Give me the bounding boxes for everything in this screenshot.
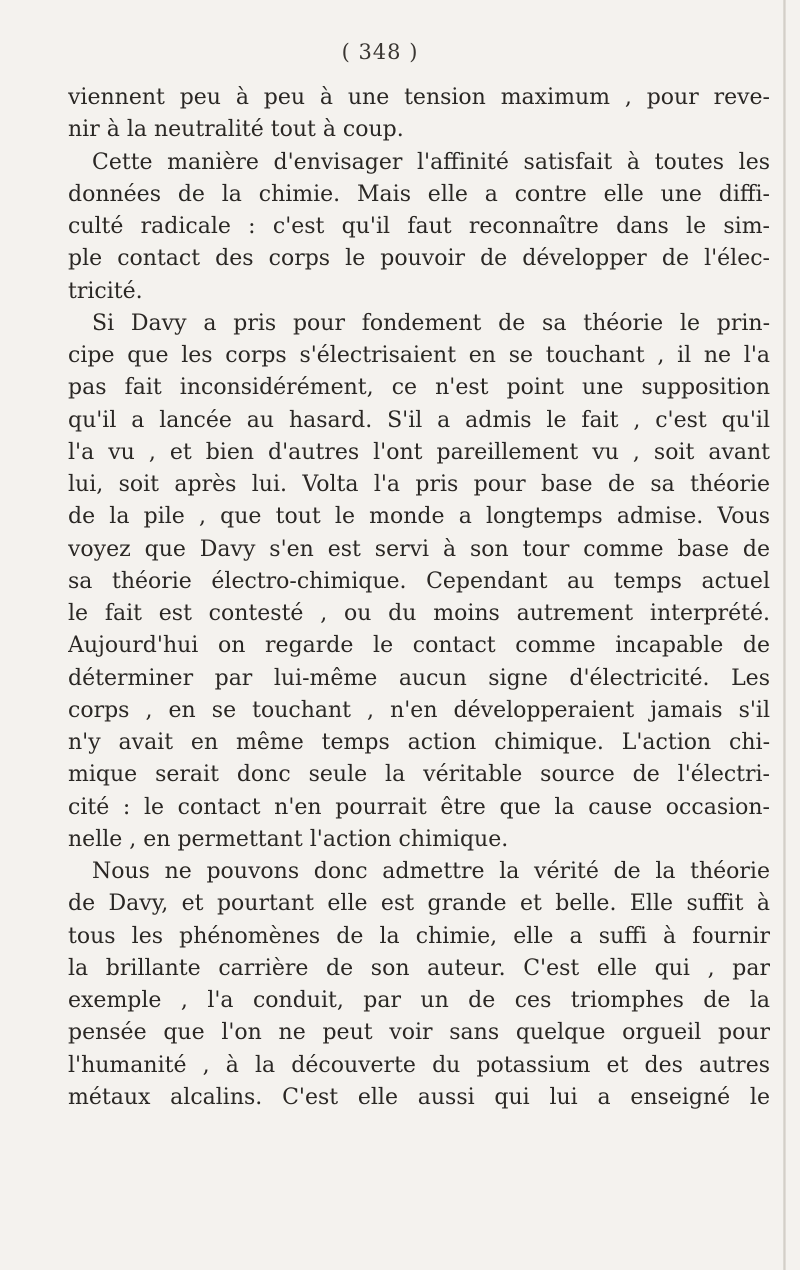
body-text (68, 82, 770, 1114)
text-line: de Davy, et pourtant elle est grande et belle. Elle suffit à (68, 891, 770, 917)
text-line: cipe que les corps s'électrisaient en se touchant , il ne l'a (68, 343, 770, 368)
text-line: nir à la neutralité tout à coup. (68, 117, 404, 143)
paragraph (68, 856, 770, 1114)
text-line: exemple , l'a conduit, par un de ces triomphes de la (68, 988, 770, 1013)
text-line: lui, soit après lui. Volta l'a pris pour base de sa théorie (68, 472, 770, 497)
text-line: pas fait inconsidérément, ce n'est point une supposition (68, 375, 770, 401)
text-line: Si Davy a pris pour fondement de sa théorie le prin- (92, 310, 770, 336)
text-line: de la pile , que tout le monde a longtemps admise. Vous (68, 504, 770, 530)
paragraph (68, 308, 770, 856)
text-line: tous les phénomènes de la chimie, elle a suffi à fournir (68, 923, 770, 949)
text-line: pensée que l'on ne peut voir sans quelque orgueil pour (68, 1020, 770, 1046)
paragraph (68, 82, 770, 147)
text-line: métaux alcalins. C'est elle aussi qui lui a enseigné le (68, 1084, 770, 1110)
text-line: données de la chimie. Mais elle a contre elle une diffi- (68, 181, 770, 207)
text-line: viennent peu à peu à une tension maximum , pour reve- (68, 85, 770, 110)
text-line: le fait est contesté , ou du moins autrement interprété. (68, 601, 770, 626)
text-line: Nous ne pouvons donc admettre la vérité de la théorie (92, 859, 770, 884)
text-line: corps , en se touchant , n'en développeraient jamais s'il (68, 697, 770, 723)
text-line: sa théorie électro-chimique. Cependant au temps actuel (68, 568, 770, 594)
text-line: culté radicale : c'est qu'il faut reconnaître dans le sim- (68, 214, 770, 239)
text-line: l'humanité , à la découverte du potassium et des autres (68, 1052, 770, 1078)
text-line: voyez que Davy s'en est servi à son tour comme base de (68, 536, 770, 562)
text-line: qu'il a lancée au hasard. S'il a admis le fait , c'est qu'il (68, 407, 770, 433)
text-line: déterminer par lui-même aucun signe d'électricité. Les (68, 665, 770, 691)
text-line: ple contact des corps le pouvoir de développer de l'élec- (68, 246, 770, 272)
text-line: Aujourd'hui on regarde le contact comme incapable de (68, 633, 770, 659)
paragraph (68, 147, 770, 308)
text-line: mique serait donc seule la véritable source de l'électri- (68, 762, 770, 788)
page-number: ( 348 ) (341, 40, 419, 64)
text-line: la brillante carrière de son auteur. C'est elle qui , par (68, 955, 770, 981)
text-line: cité : le contact n'en pourrait être que la cause occasion- (68, 794, 770, 820)
page-edge (783, 0, 786, 1270)
text-line: tricité. (68, 278, 143, 304)
text-line: l'a vu , et bien d'autres l'ont pareillement vu , soit avant (68, 439, 770, 465)
text-line: n'y avait en même temps action chimique. L'action chi- (68, 730, 770, 755)
text-line: nelle , en permettant l'action chimique. (68, 826, 509, 852)
text-line: Cette manière d'envisager l'affinité satisfait à toutes les (92, 149, 770, 175)
